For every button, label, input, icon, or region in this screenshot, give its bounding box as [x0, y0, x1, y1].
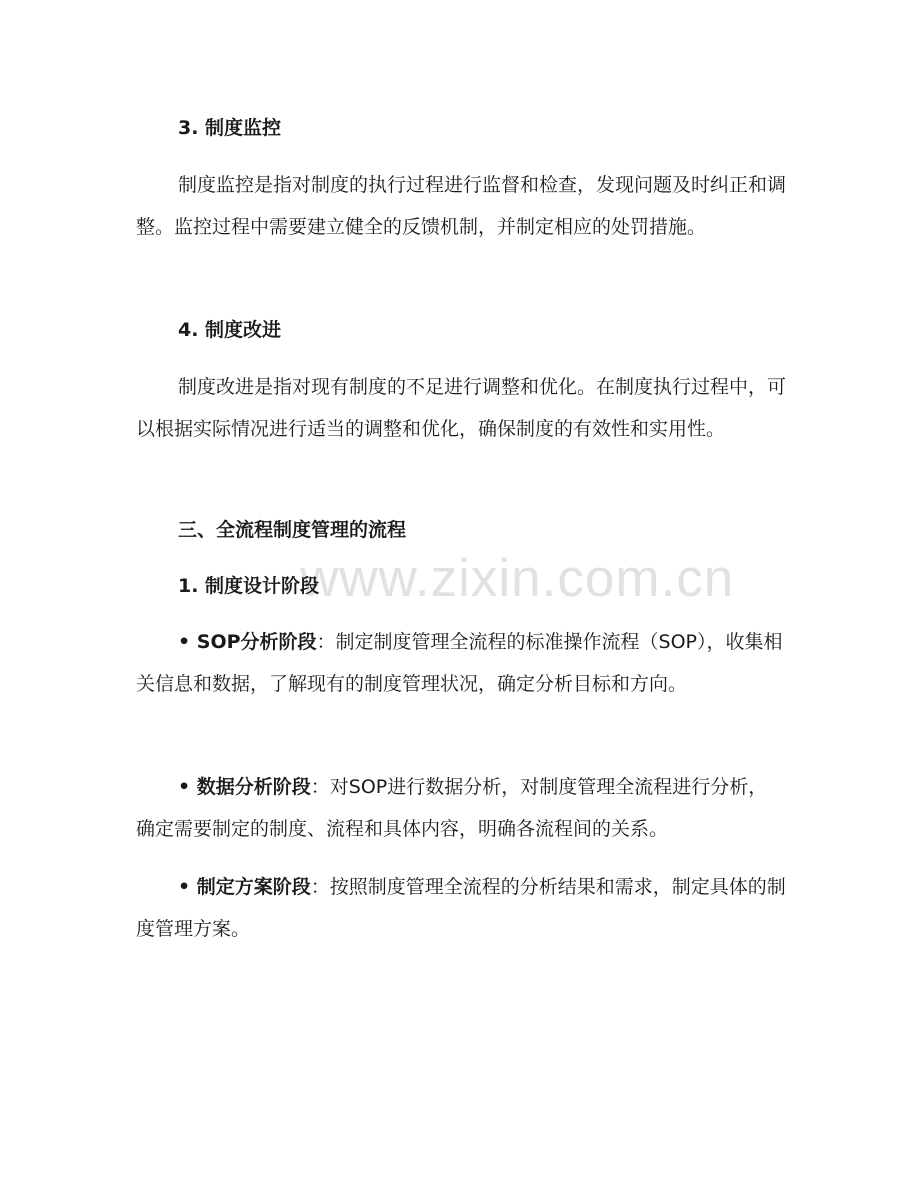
bullet-data-analysis [136, 766, 786, 850]
stage-1-heading: 1. 制度设计阶段 [178, 575, 320, 597]
bullet-plan-making [136, 866, 786, 950]
bullet-text: ：对SOP进行数据分析，对制度管理全流程进行分析，确定需要制定的制度、流程和具体内容，明确各流程间的关系。 [136, 776, 768, 840]
watermark: www.zixin.com.cn [300, 549, 735, 608]
bullet-lead: • SOP分析阶段 [178, 631, 317, 653]
bullet-sop-analysis [136, 621, 786, 705]
part-3-heading: 三、全流程制度管理的流程 [178, 519, 407, 541]
section-3-paragraph: 制度监控是指对制度的执行过程进行监督和检查，发现问题及时纠正和调整。监控过程中需要建立健全的反馈机制，并制定相应的处罚措施。 [136, 174, 787, 238]
bullet-lead: • 制定方案阶段 [178, 876, 311, 898]
bullet-text: ：制定制度管理全流程的标准操作流程（SOP），收集相关信息和数据，了解现有的制度管理状况，确定分析目标和方向。 [136, 631, 783, 695]
bullet-lead: • 数据分析阶段 [178, 776, 311, 798]
bullet-text: ：按照制度管理全流程的分析结果和需求，制定具体的制度管理方案。 [136, 876, 786, 940]
section-heading-4: 4. 制度改进 [178, 319, 282, 341]
section-heading-3: 3. 制度监控 [178, 117, 282, 139]
section-4-paragraph: 制度改进是指对现有制度的不足进行调整和优化。在制度执行过程中，可以根据实际情况进行适当的调整和优化，确保制度的有效性和实用性。 [136, 376, 787, 440]
